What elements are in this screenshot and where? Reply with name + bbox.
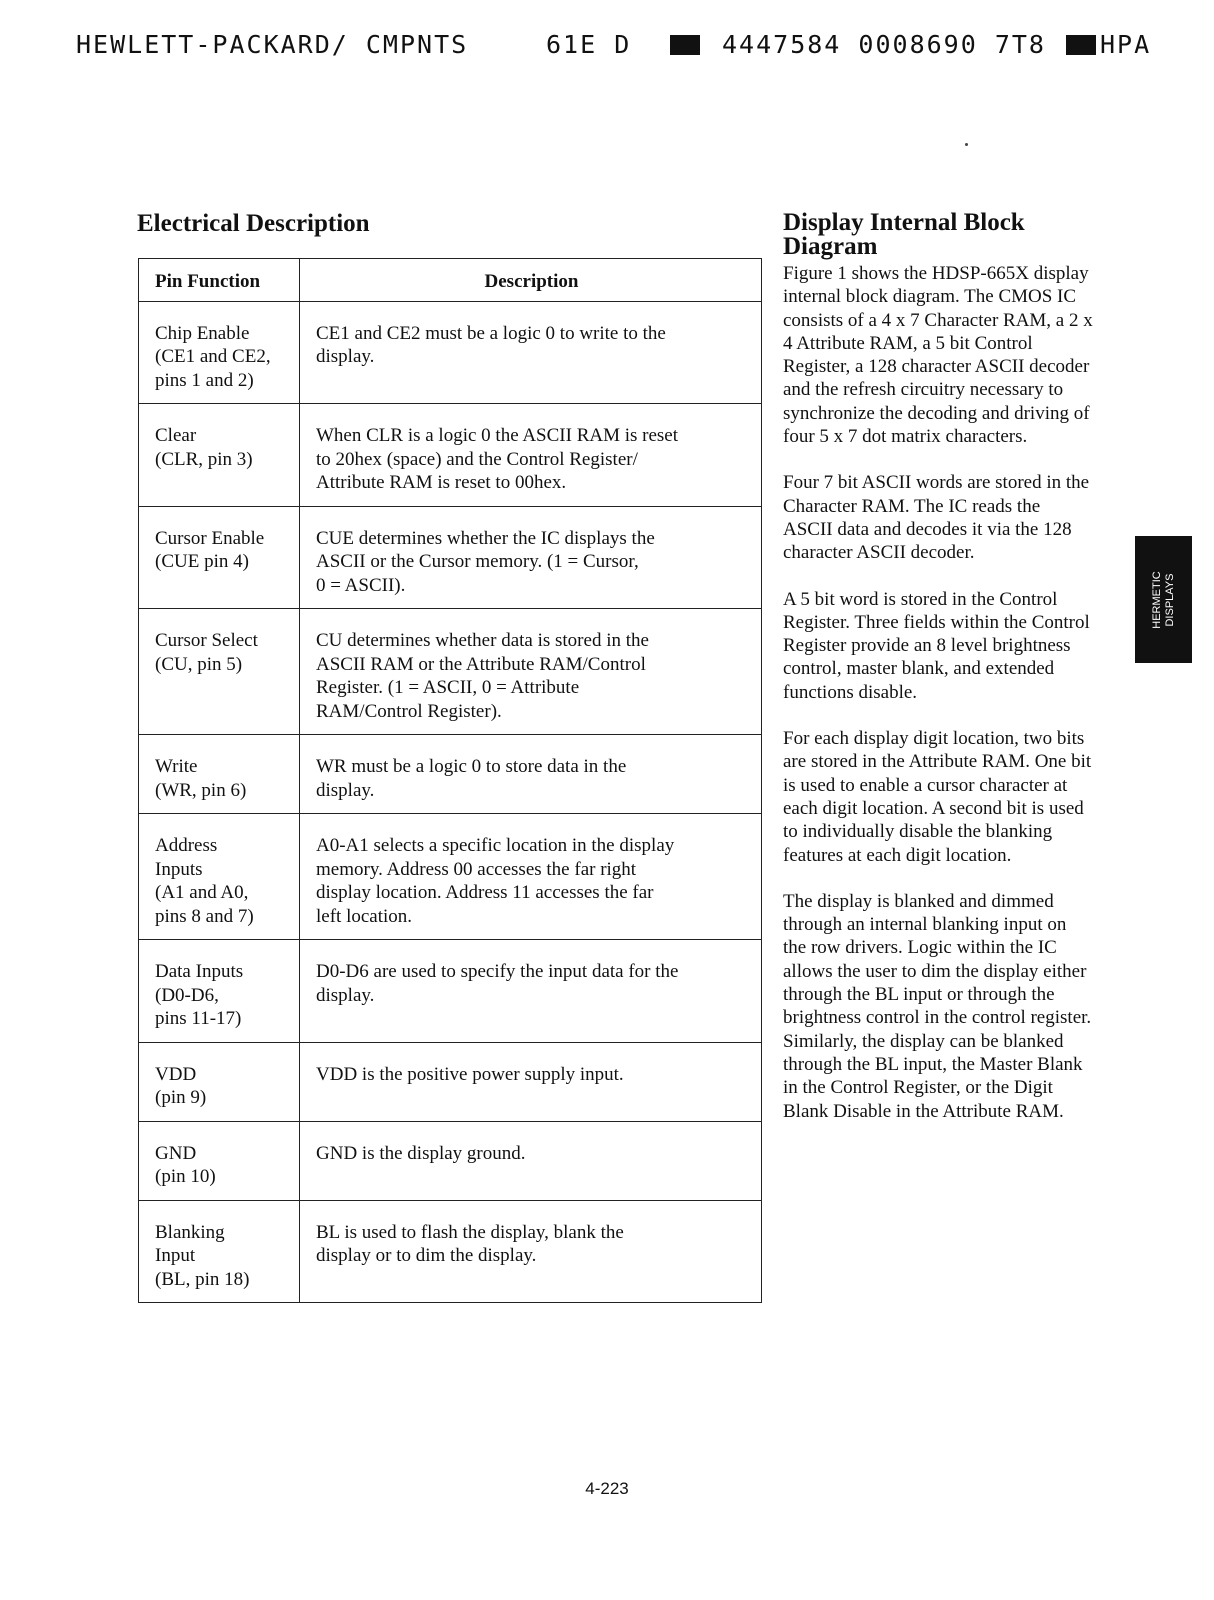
page-number: 4-223 (585, 1479, 629, 1498)
scan-header (76, 30, 1176, 70)
table-row (139, 301, 762, 404)
pin-function-cell: Address Inputs (A1 and A0, pins 8 and 7) (139, 814, 300, 940)
side-tab-label: HERMETIC DISPLAYS (1150, 570, 1176, 629)
header-company: HEWLETT-PACKARD/ CMPNTS (76, 30, 469, 59)
header-serial: 4447584 0008690 7T8 (722, 30, 1046, 59)
table-row (139, 404, 762, 507)
pin-function-cell: Chip Enable (CE1 and CE2, pins 1 and 2) (139, 301, 300, 404)
description-cell: CE1 and CE2 must be a logic 0 to write to the display. (300, 301, 762, 404)
paragraph: Four 7 bit ASCII words are stored in the Character RAM. The IC reads the ASCII data and decodes it via the 128 character ASCII decoder. (783, 472, 1090, 564)
pin-function-cell: Blanking Input (BL, pin 18) (139, 1200, 300, 1303)
paragraph: Figure 1 shows the HDSP-665X display internal block diagram. The CMOS IC consists of a 4 x 7 Character RAM, a 2 x 4 Attribute RAM, a 5 bit Control Register, a 128 character ASCII decoder and the refresh circuitry necessary to synchronize the decoding and driving of four 5 x 7 dot matrix characters. (783, 263, 1093, 448)
description-cell: VDD is the positive power supply input. (300, 1042, 762, 1121)
description-cell: CU determines whether data is stored in the ASCII RAM or the Attribute RAM/Control Register. (1 = ASCII, 0 = Attribute RAM/Control Register). (300, 609, 762, 735)
table-row (139, 735, 762, 814)
section-side-tab (1135, 536, 1192, 663)
paragraph: A 5 bit word is stored in the Control Register. Three fields within the Control Register provide an 8 level brightness control, master blank, and extended functions disable. (783, 588, 1090, 703)
block-diagram-heading: Display Internal Block Diagram (783, 209, 1025, 260)
paragraph: The display is blanked and dimmed through an internal blanking input on the row drivers. Logic within the IC allows the user to dim the display either through the BL input or through the brightness control in the control register. Similarly, the display can be blanked through the BL input, the Master Blank in the Control Register, or the Digit Blank Disable in the Attribute RAM. (783, 890, 1092, 1122)
description-cell: GND is the display ground. (300, 1121, 762, 1200)
table-row (139, 1042, 762, 1121)
pin-function-cell: Data Inputs (D0-D6, pins 11-17) (139, 940, 300, 1043)
pin-function-cell: GND (pin 10) (139, 1121, 300, 1200)
table-row (139, 609, 762, 735)
pin-function-table (138, 258, 762, 1303)
description-cell: BL is used to flash the display, blank the display or to dim the display. (300, 1200, 762, 1303)
table-header-row (139, 259, 762, 302)
column-header-pin-function: Pin Function (139, 259, 300, 302)
description-cell: A0-A1 selects a specific location in the display memory. Address 00 accesses the far right display location. Address 11 accesses the far left location. (300, 814, 762, 940)
table-row (139, 1121, 762, 1200)
table-row (139, 506, 762, 609)
black-mark-icon (670, 35, 700, 55)
electrical-description-heading: Electrical Description (137, 210, 370, 237)
description-cell: CUE determines whether the IC displays the ASCII or the Cursor memory. (1 = Cursor, 0 = ASCII). (300, 506, 762, 609)
header-vendor: HPA (1100, 30, 1152, 59)
table-row (139, 814, 762, 940)
table-row (139, 1200, 762, 1303)
description-cell: When CLR is a logic 0 the ASCII RAM is reset to 20hex (space) and the Control Register/ Attribute RAM is reset to 00hex. (300, 404, 762, 507)
paragraph: For each display digit location, two bits are stored in the Attribute RAM. One bit is used to enable a cursor character at each digit location. A second bit is used to individually disable the blanking features at each digit location. (783, 728, 1092, 866)
table-row (139, 940, 762, 1043)
pin-function-cell: Write (WR, pin 6) (139, 735, 300, 814)
header-code: 61E D (546, 30, 632, 59)
black-mark-icon (1066, 35, 1096, 55)
pin-function-cell: Cursor Select (CU, pin 5) (139, 609, 300, 735)
pin-function-cell: Clear (CLR, pin 3) (139, 404, 300, 507)
description-cell: D0-D6 are used to specify the input data for the display. (300, 940, 762, 1043)
scan-speck (965, 143, 968, 146)
pin-function-cell: Cursor Enable (CUE pin 4) (139, 506, 300, 609)
pin-function-cell: VDD (pin 9) (139, 1042, 300, 1121)
block-diagram-text (783, 262, 1093, 1146)
description-cell: WR must be a logic 0 to store data in the display. (300, 735, 762, 814)
column-header-description: Description (300, 259, 762, 302)
